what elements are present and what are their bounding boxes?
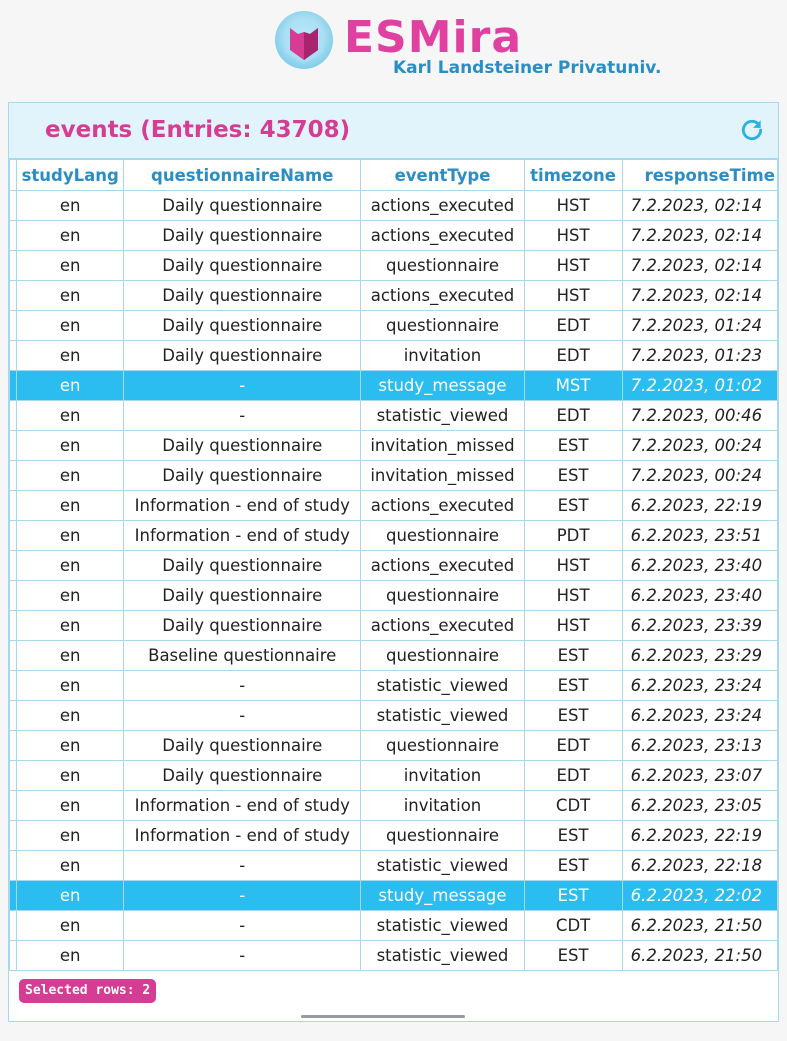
table-cell: HST — [524, 191, 622, 221]
table-cell: actions_executed — [361, 611, 524, 641]
table-row[interactable] — [10, 851, 778, 881]
table-cell: Daily questionnaire — [124, 341, 361, 371]
horizontal-scrollbar[interactable] — [301, 1015, 465, 1018]
events-table-container[interactable] — [9, 159, 778, 979]
table-cell: 6.2.2023, 23:13 — [622, 731, 777, 761]
table-row[interactable] — [10, 311, 778, 341]
table-cell: en — [17, 881, 124, 911]
table-row[interactable] — [10, 401, 778, 431]
table-cell: 6.2.2023, 22:19 — [622, 821, 777, 851]
table-cell: en — [17, 671, 124, 701]
events-table — [9, 159, 778, 971]
table-row[interactable] — [10, 761, 778, 791]
table-cell: en — [17, 491, 124, 521]
table-row[interactable] — [10, 281, 778, 311]
table-cell: EDT — [524, 761, 622, 791]
table-cell: en — [17, 611, 124, 641]
table-cell: 7.2.2023, 00:46 — [622, 401, 777, 431]
table-cell: - — [124, 881, 361, 911]
table-row[interactable] — [10, 221, 778, 251]
organization-name: Karl Landsteiner Privatuniv. — [393, 58, 662, 78]
table-cell: Information - end of study — [124, 791, 361, 821]
table-row[interactable] — [10, 731, 778, 761]
table-cell: Daily questionnaire — [124, 461, 361, 491]
table-cell: en — [17, 581, 124, 611]
table-cell — [10, 941, 17, 971]
table-cell: en — [17, 941, 124, 971]
table-cell: questionnaire — [361, 731, 524, 761]
table-cell: 7.2.2023, 01:23 — [622, 341, 777, 371]
table-row[interactable] — [10, 611, 778, 641]
table-cell: en — [17, 701, 124, 731]
table-cell: HST — [524, 281, 622, 311]
table-cell: 6.2.2023, 23:24 — [622, 701, 777, 731]
table-cell: actions_executed — [361, 221, 524, 251]
table-cell: 6.2.2023, 23:07 — [622, 761, 777, 791]
table-cell: invitation — [361, 791, 524, 821]
table-cell: questionnaire — [361, 251, 524, 281]
table-cell: 6.2.2023, 23:51 — [622, 521, 777, 551]
table-cell: questionnaire — [361, 821, 524, 851]
table-cell: invitation_missed — [361, 461, 524, 491]
table-cell — [10, 761, 17, 791]
table-cell — [10, 911, 17, 941]
table-cell: en — [17, 401, 124, 431]
table-cell: statistic_viewed — [361, 701, 524, 731]
table-cell — [10, 671, 17, 701]
column-header-eventtype[interactable]: eventType — [361, 160, 524, 191]
table-cell: EST — [524, 851, 622, 881]
table-cell: questionnaire — [361, 521, 524, 551]
table-cell: Daily questionnaire — [124, 611, 361, 641]
table-row[interactable] — [10, 821, 778, 851]
table-cell: - — [124, 371, 361, 401]
table-cell — [10, 881, 17, 911]
table-row[interactable] — [10, 521, 778, 551]
table-cell — [10, 491, 17, 521]
table-cell: EST — [524, 431, 622, 461]
table-cell — [10, 251, 17, 281]
table-cell: EDT — [524, 731, 622, 761]
column-header-questionnairename[interactable]: questionnaireName — [124, 160, 361, 191]
app-header — [0, 0, 787, 100]
column-header-responsetime[interactable]: responseTime — [622, 160, 777, 191]
table-cell: actions_executed — [361, 191, 524, 221]
column-header-edge[interactable] — [10, 160, 17, 191]
table-cell: - — [124, 701, 361, 731]
table-row[interactable] — [10, 371, 778, 401]
table-cell: EST — [524, 671, 622, 701]
table-cell: en — [17, 431, 124, 461]
table-cell: actions_executed — [361, 281, 524, 311]
table-row[interactable] — [10, 191, 778, 221]
table-cell: 7.2.2023, 00:24 — [622, 431, 777, 461]
table-cell: 6.2.2023, 21:50 — [622, 941, 777, 971]
table-row[interactable] — [10, 251, 778, 281]
table-cell: en — [17, 551, 124, 581]
selected-rows-badge: Selected rows: 2 — [19, 979, 156, 1003]
table-cell: - — [124, 851, 361, 881]
table-cell: - — [124, 671, 361, 701]
table-cell: 6.2.2023, 23:39 — [622, 611, 777, 641]
column-header-timezone[interactable]: timezone — [524, 160, 622, 191]
table-cell: Daily questionnaire — [124, 191, 361, 221]
table-row[interactable] — [10, 941, 778, 971]
table-cell: 6.2.2023, 23:24 — [622, 671, 777, 701]
table-cell: EST — [524, 701, 622, 731]
table-cell: 6.2.2023, 23:40 — [622, 551, 777, 581]
table-cell: statistic_viewed — [361, 671, 524, 701]
table-cell: Daily questionnaire — [124, 761, 361, 791]
table-cell: study_message — [361, 371, 524, 401]
table-cell: Baseline questionnaire — [124, 641, 361, 671]
table-cell: statistic_viewed — [361, 851, 524, 881]
table-cell: en — [17, 251, 124, 281]
table-cell: invitation — [361, 761, 524, 791]
table-row[interactable] — [10, 671, 778, 701]
table-row[interactable] — [10, 701, 778, 731]
table-cell — [10, 311, 17, 341]
table-cell: EST — [524, 461, 622, 491]
table-cell: EST — [524, 881, 622, 911]
table-cell — [10, 821, 17, 851]
table-cell: 7.2.2023, 02:14 — [622, 281, 777, 311]
table-cell: actions_executed — [361, 551, 524, 581]
table-cell: en — [17, 191, 124, 221]
table-cell: en — [17, 761, 124, 791]
table-cell — [10, 371, 17, 401]
table-cell: questionnaire — [361, 311, 524, 341]
table-cell — [10, 191, 17, 221]
table-cell: Information - end of study — [124, 521, 361, 551]
table-row[interactable] — [10, 491, 778, 521]
table-cell: - — [124, 941, 361, 971]
table-cell: HST — [524, 221, 622, 251]
table-cell: Daily questionnaire — [124, 251, 361, 281]
events-panel — [8, 102, 779, 1022]
table-cell: 6.2.2023, 21:50 — [622, 911, 777, 941]
table-cell: questionnaire — [361, 641, 524, 671]
table-cell: Daily questionnaire — [124, 581, 361, 611]
table-cell: en — [17, 731, 124, 761]
table-cell: EST — [524, 641, 622, 671]
table-cell: en — [17, 911, 124, 941]
table-cell: HST — [524, 551, 622, 581]
table-cell: - — [124, 401, 361, 431]
table-row[interactable] — [10, 791, 778, 821]
table-cell: 6.2.2023, 23:29 — [622, 641, 777, 671]
table-cell: study_message — [361, 881, 524, 911]
table-cell: Daily questionnaire — [124, 551, 361, 581]
table-cell: 6.2.2023, 22:18 — [622, 851, 777, 881]
table-cell — [10, 221, 17, 251]
table-cell: Information - end of study — [124, 491, 361, 521]
table-cell — [10, 431, 17, 461]
table-cell — [10, 401, 17, 431]
table-cell: 7.2.2023, 01:02 — [622, 371, 777, 401]
table-row[interactable] — [10, 581, 778, 611]
table-cell: Daily questionnaire — [124, 311, 361, 341]
table-cell: Daily questionnaire — [124, 281, 361, 311]
table-cell — [10, 281, 17, 311]
table-row[interactable] — [10, 461, 778, 491]
table-cell: en — [17, 521, 124, 551]
table-cell: 6.2.2023, 23:40 — [622, 581, 777, 611]
table-cell: HST — [524, 251, 622, 281]
table-cell: MST — [524, 371, 622, 401]
table-cell: 6.2.2023, 23:05 — [622, 791, 777, 821]
table-row[interactable] — [10, 911, 778, 941]
table-cell: invitation — [361, 341, 524, 371]
table-cell: CDT — [524, 791, 622, 821]
table-cell — [10, 851, 17, 881]
table-body — [10, 191, 778, 971]
table-row[interactable] — [10, 341, 778, 371]
table-cell: en — [17, 461, 124, 491]
table-cell: HST — [524, 581, 622, 611]
panel-header — [9, 103, 778, 159]
table-cell: en — [17, 821, 124, 851]
table-cell: 7.2.2023, 02:14 — [622, 251, 777, 281]
table-cell: Daily questionnaire — [124, 431, 361, 461]
table-cell: invitation_missed — [361, 431, 524, 461]
table-cell: en — [17, 371, 124, 401]
table-cell: en — [17, 311, 124, 341]
table-cell: 6.2.2023, 22:19 — [622, 491, 777, 521]
table-cell: statistic_viewed — [361, 401, 524, 431]
table-cell: EST — [524, 821, 622, 851]
table-cell — [10, 701, 17, 731]
table-cell: EDT — [524, 311, 622, 341]
panel-title: events (Entries: 43708) — [45, 117, 351, 143]
table-row[interactable] — [10, 881, 778, 911]
table-cell: en — [17, 851, 124, 881]
table-cell — [10, 791, 17, 821]
table-cell: en — [17, 641, 124, 671]
table-cell — [10, 341, 17, 371]
table-cell — [10, 581, 17, 611]
table-cell: Daily questionnaire — [124, 731, 361, 761]
table-cell: EST — [524, 491, 622, 521]
table-cell: EST — [524, 941, 622, 971]
table-header-row — [10, 160, 778, 191]
table-row[interactable] — [10, 431, 778, 461]
table-cell: statistic_viewed — [361, 941, 524, 971]
table-cell: 7.2.2023, 02:14 — [622, 191, 777, 221]
table-cell — [10, 731, 17, 761]
table-cell: 7.2.2023, 02:14 — [622, 221, 777, 251]
table-row[interactable] — [10, 551, 778, 581]
table-cell — [10, 611, 17, 641]
table-cell: en — [17, 281, 124, 311]
table-cell: Daily questionnaire — [124, 221, 361, 251]
table-row[interactable] — [10, 641, 778, 671]
table-cell: - — [124, 911, 361, 941]
table-cell: 7.2.2023, 01:24 — [622, 311, 777, 341]
table-cell: EDT — [524, 401, 622, 431]
table-cell: EDT — [524, 341, 622, 371]
esmira-logo-icon — [274, 10, 334, 70]
table-cell: questionnaire — [361, 581, 524, 611]
table-cell: en — [17, 791, 124, 821]
column-header-studylang[interactable]: studyLang — [17, 160, 124, 191]
table-cell — [10, 521, 17, 551]
table-cell: statistic_viewed — [361, 911, 524, 941]
app-name: ESMira — [344, 12, 523, 63]
table-cell: PDT — [524, 521, 622, 551]
table-cell: en — [17, 341, 124, 371]
table-cell: CDT — [524, 911, 622, 941]
table-cell — [10, 461, 17, 491]
table-cell — [10, 551, 17, 581]
table-cell: Information - end of study — [124, 821, 361, 851]
refresh-icon[interactable] — [739, 117, 765, 143]
table-cell: 7.2.2023, 00:24 — [622, 461, 777, 491]
table-cell: actions_executed — [361, 491, 524, 521]
table-cell — [10, 641, 17, 671]
table-cell: 6.2.2023, 22:02 — [622, 881, 777, 911]
table-cell: HST — [524, 611, 622, 641]
table-cell: en — [17, 221, 124, 251]
